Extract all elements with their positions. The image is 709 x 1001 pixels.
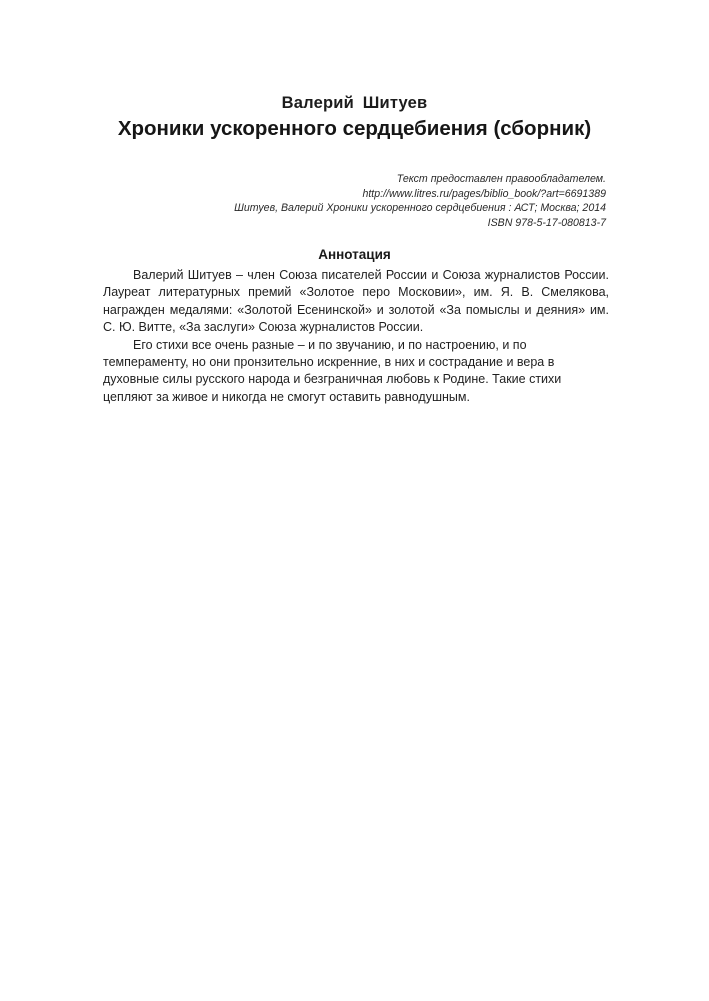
annotation-heading: Аннотация bbox=[318, 247, 391, 262]
publication-info bbox=[150, 172, 606, 230]
annotation-paragraph: Валерий Шитуев – член Союза писателей России и Союза журналистов России. Лауреат литературных премий «Золотое перо Московии», им. Я. В. Смелякова, награжден медалями: «Золотой Есенинской» и золотой «За помыслы и деяния» им. С. Ю. Витте, «За заслуги» Союза журналистов России. bbox=[103, 268, 609, 335]
source-url: http://www.litres.ru/pages/biblio_book/?art=6691389 bbox=[362, 187, 606, 200]
author-name: Валерий Шитуев bbox=[281, 94, 428, 112]
book-title: Хроники ускоренного сердцебиения (сборник) bbox=[117, 117, 592, 140]
rights-holder-note: Текст предоставлен правообладателем. bbox=[396, 173, 606, 185]
annotation-body bbox=[103, 267, 609, 406]
isbn: ISBN 978-5-17-080813-7 bbox=[487, 216, 606, 229]
annotation-paragraph: Его стихи все очень разные – и по звучанию, и по настроению, и по темпераменту, но они пронзительно искренние, в них и сострадание и вера в духовные силы русского народа и безграничная любовь к Родине. Такие стихи цепляют за живое и никогда не смогут оставить равнодушным. bbox=[103, 337, 562, 404]
bibliographic-record: Шитуев, Валерий Хроники ускоренного сердцебиения : АСТ; Москва; 2014 bbox=[234, 202, 606, 215]
